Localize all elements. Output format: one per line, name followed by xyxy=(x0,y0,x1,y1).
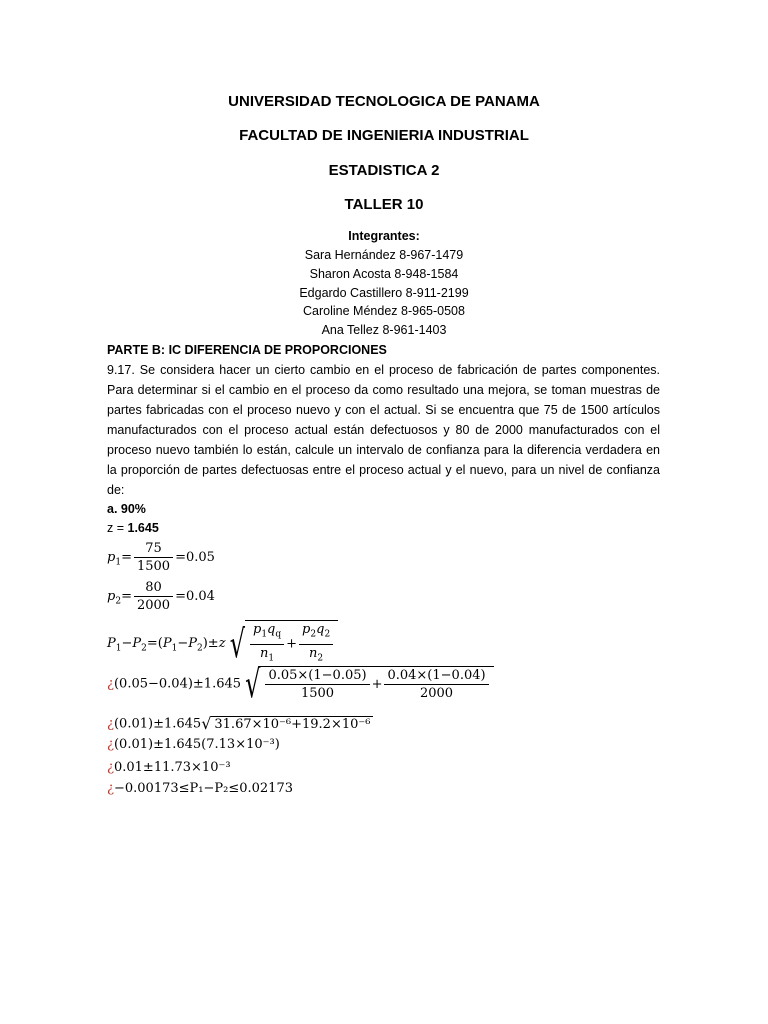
z-label: z = xyxy=(107,521,128,535)
workshop-title: TALLER 10 xyxy=(344,196,424,213)
step-4-text: 0.01±11.73×10⁻³ xyxy=(113,760,231,775)
section-heading: PARTE B: IC DIFERENCIA DE PROPORCIONES xyxy=(107,343,387,357)
z-value-line xyxy=(107,521,159,535)
faculty-title: FACULTAD DE INGENIERIA INDUSTRIAL xyxy=(239,127,529,144)
step-1-prefix: (0.05−0.04)±1.645 xyxy=(113,676,242,692)
mark-glyph: ¿ xyxy=(107,737,114,752)
step-1-den-1: 1500 xyxy=(300,686,335,701)
p1-equation: $p_1=$ $\frac{75}{1500}$ =0.05 xyxy=(107,541,215,574)
problem-line: partes fabricadas con el proceso nuevo y con el actual. Si se encuentra que 75 de 1500 artículos xyxy=(107,403,660,417)
sqrt-step-2: √ 31.67×10⁻⁶+19.2×10⁻⁶ xyxy=(201,712,373,736)
course-title: ESTADISTICA 2 xyxy=(328,162,440,179)
step-5-text: −0.00173≤P₁−P₂≤0.02173 xyxy=(113,781,293,796)
problem-statement xyxy=(107,360,660,500)
step-1-num-1: 0.05×(1−0.05) xyxy=(265,667,369,685)
step-1-num-2: 0.04×(1−0.04) xyxy=(384,667,488,685)
step-4 xyxy=(107,760,231,775)
university-title: UNIVERSIDAD TECNOLOGICA DE PANAMA xyxy=(228,93,540,110)
step-1-den-2: 2000 xyxy=(419,686,454,701)
problem-line: Para determinar si el cambio en el proceso da como resultado una mejora, se toman muestras de xyxy=(107,383,660,397)
step-3-text: (0.01)±1.645(7.13×10⁻³) xyxy=(113,737,280,752)
problem-line: de: xyxy=(107,483,125,497)
members-label: Integrantes: xyxy=(348,229,420,243)
step-2-radicand: 31.67×10⁻⁶+19.2×10⁻⁶ xyxy=(211,716,373,732)
step-3 xyxy=(107,737,280,752)
member-item: Caroline Méndez 8-965-0508 xyxy=(303,304,465,318)
sqrt-step-1: √ $\frac{0.05\times(1-0.05)}{1500}$ + $\frac{0.04\times(1-0.04)}{2000}$ xyxy=(245,666,493,702)
member-item: Sharon Acosta 8-948-1584 xyxy=(309,267,459,281)
p1-numerator: 75 xyxy=(134,540,173,558)
mark-glyph: ¿ xyxy=(107,676,114,692)
problem-line: 9.17. Se considera hacer un cierto cambio en el proceso de fabricación de partes componentes. xyxy=(107,363,660,377)
p2-result: =0.04 xyxy=(175,589,215,604)
member-item: Ana Tellez 8-961-1403 xyxy=(321,323,447,337)
mark-glyph: ¿ xyxy=(107,716,114,732)
member-item: Edgardo Castillero 8-911-2199 xyxy=(299,286,469,300)
sqrt-formula: √ $\frac{p_1q_q}{n_1}$ + $\frac{p_2q_2}{n_2}$ xyxy=(230,620,338,667)
ci-formula: $P_1-P_2=(P_1-P_2)\pm z$ √ $\frac{p_1q_q}{n_1}$ + $\frac{p_2q_2}{n_2}$ xyxy=(107,620,338,667)
p1-denominator: 1500 xyxy=(136,559,171,574)
problem-line: la proporción de partes defectuosas entre el proceso actual y el nuevo, para un nivel de confianza xyxy=(107,463,660,477)
p1-result: =0.05 xyxy=(175,550,215,565)
p2-denominator: 2000 xyxy=(136,598,171,613)
p2-numerator: 80 xyxy=(134,579,173,597)
step-5 xyxy=(107,781,293,796)
p2-equation: $p_2=$ $\frac{80}{2000}$ =0.04 xyxy=(107,580,215,613)
z-value: 1.645 xyxy=(127,521,159,535)
mark-glyph: ¿ xyxy=(107,781,114,796)
step-2 xyxy=(107,712,373,736)
step-1 xyxy=(107,661,494,707)
member-item: Sara Hernández 8-967-1479 xyxy=(304,248,464,262)
step-2-prefix: (0.01)±1.645 xyxy=(113,716,202,732)
problem-line: proceso nuevo también lo están, calcule un intervalo de confianza para la diferencia verdadera en xyxy=(107,443,660,457)
part-a-label: a. 90% xyxy=(107,502,146,516)
problem-line: manufacturados con el proceso actual están defectuosos y 80 de 2000 manufacturados con el xyxy=(107,423,660,437)
mark-glyph: ¿ xyxy=(107,760,114,775)
